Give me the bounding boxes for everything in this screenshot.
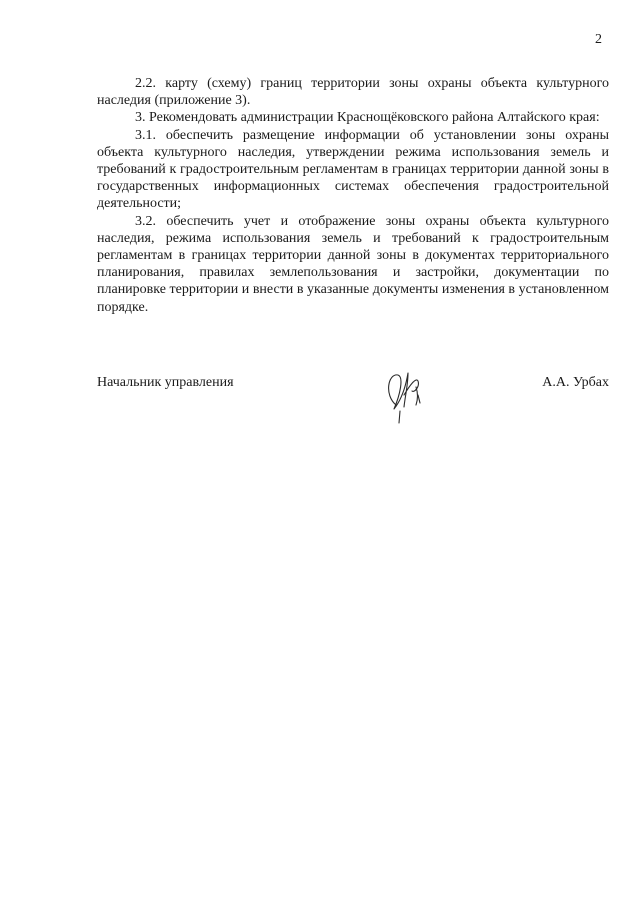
signature-block: [97, 373, 609, 443]
signatory-name: А.А. Урбах: [542, 375, 609, 390]
page-number: 2: [595, 32, 602, 47]
handwritten-signature: [374, 365, 434, 435]
paragraph-3: 3. Рекомендовать администрации Краснощёковского района Алтайского края:: [135, 110, 600, 126]
signatory-position: Начальник управления: [97, 375, 234, 390]
paragraph-3-2: 3.2. обеспечить учет и отображение зоны охраны объекта культурного наследия, режима использования земель и требований к градостроительным регламентам в границах территории данной зоны в документах территориального планирования, правилах землепользования и застройки, документации по планировке территории и внести в указанные документы изменения в установленном порядке.: [97, 213, 609, 315]
paragraph-2-2: 2.2. карту (схему) границ территории зоны охраны объекта культурного наследия (приложение 3).: [97, 76, 609, 109]
document-body: [97, 75, 609, 316]
paragraph-3-1: 3.1. обеспечить размещение информации об установлении зоны охраны объекта культурного наследия, утверждении режима использования земель и требований к градостроительным регламентам в границах территории данной зоны в государственных информационных системах обеспечения градостроительной деятельности;: [97, 127, 609, 212]
